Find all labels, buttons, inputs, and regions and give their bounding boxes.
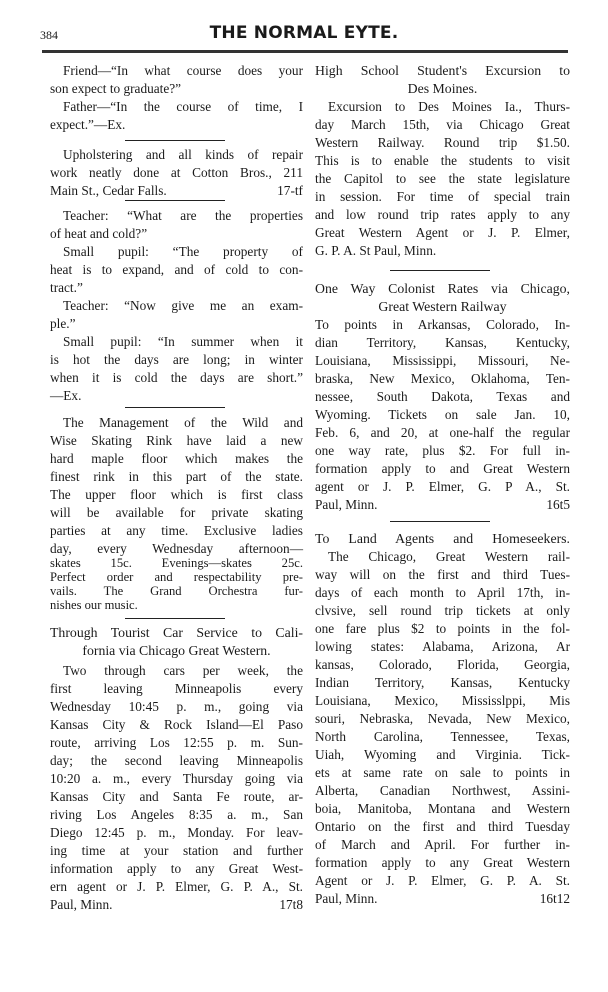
text-line: Excursion to Des Moines Ia., Thurs- [328, 99, 570, 114]
ad-code: 17-tf [277, 183, 303, 198]
section-divider [125, 618, 225, 619]
text-line: This is to enable the students to visit [315, 153, 570, 168]
text-line: riving Los Angeles 8:35 a. m., San [50, 807, 303, 822]
text-line: expect.”—Ex. [50, 117, 126, 132]
text-line: Western Railway. Round trip $1.50. [315, 135, 570, 150]
text-line: formation apply to any Great Western [315, 855, 570, 870]
text-line: of heat and cold?” [50, 226, 148, 241]
ad-code: 16t5 [546, 497, 570, 512]
text-line: Indian Territory, Kansas, Kentucky [315, 675, 570, 690]
ad-heading: Great Western Railway [378, 299, 507, 314]
text-line: dian Territory, Kansas, Kentucky, [315, 335, 570, 350]
ad-heading: fornia via Chicago Great Western. [82, 643, 271, 658]
text-line: To points in Arkansas, Colorado, In- [315, 317, 570, 332]
text-line: Small pupil: “In summer when it [63, 334, 303, 349]
text-line: clvsive, sell round trip tickets at only [315, 603, 570, 618]
text-line: ple.” [50, 316, 76, 331]
text-line: Kansas City & Rock Island—El Paso [50, 717, 303, 732]
text-line: parties at any time. Exclusive ladies [50, 523, 303, 538]
ad-heading: High School Student's Excursion to [315, 63, 570, 78]
text-line: nishes our music. [50, 598, 138, 612]
text-line: ing time at your station and further [50, 843, 303, 858]
text-line: way will on the first and third Tues- [315, 567, 570, 582]
text-line: Louisiana, Mississippi, Missouri, Ne- [315, 353, 570, 368]
text-line: the Capitol to see the state legislature [315, 171, 570, 186]
section-divider [390, 270, 490, 271]
masthead-title: THE NORMAL EYTE. [209, 23, 399, 43]
text-line: Wise Skating Rink have laid a new [50, 433, 303, 448]
ad-heading: To Land Agents and Homeseekers. [315, 531, 570, 546]
text-line: in session. For time of special train [315, 189, 570, 204]
text-line: one way rate, plus $2. For full in- [315, 443, 570, 458]
text-line: The Management of the Wild and [63, 415, 303, 430]
text-line: Louisiana, Mexico, Mississlppi, Mis [315, 693, 570, 708]
text-line: heat is to expand, and of cold to con- [50, 262, 303, 277]
text-line: son expect to graduate?” [50, 81, 182, 96]
text-line: Ontario on the first and third Tuesday [315, 819, 570, 834]
text-line: Wednesday 10:45 p. m., going via [50, 699, 303, 714]
ad-code: 17t8 [279, 897, 303, 912]
text-line: lowing states: Alabama, Arizona, Ar [315, 639, 570, 654]
text-line: Diego 12:45 p. m., Monday. For leav- [50, 825, 303, 840]
text-line: kansas, Colorado, Florida, Georgia, [315, 657, 570, 672]
text-line: souri, Nebraska, Nevada, New Mexico, [315, 711, 570, 726]
ad-heading: Through Tourist Car Service to Cali- [50, 625, 303, 640]
text-line: first leaving Minneapolis every [50, 681, 303, 696]
text-line: tract.” [50, 280, 83, 295]
section-divider [390, 521, 490, 522]
text-line [315, 890, 570, 908]
text-line: The upper floor which is first class [50, 487, 303, 502]
text-line: North Carolina, Tennessee, Texas, [315, 729, 570, 744]
text-line: Perfect order and respectability pre- [50, 570, 303, 584]
text-line: day; the second leaving Minneapolis [50, 753, 303, 768]
text-line: one fare plus $2 to points in the fol- [315, 621, 570, 636]
text-line: Friend—“In what course does your [63, 63, 303, 78]
text-line: Uiah, Wyoming and Virginia. Tick- [315, 747, 570, 762]
text-line: ern agent or J. P. Elmer, G. P. A., St. [50, 879, 303, 894]
header-rule [42, 50, 568, 53]
text-line: Teacher: “Now give me an exam- [63, 298, 303, 313]
text-line: Father—“In the course of time, I [63, 99, 303, 114]
text-span: Paul, Minn. [315, 891, 378, 906]
text-line: Kansas City and Santa Fe route, ar- [50, 789, 303, 804]
text-line: hard maple floor which makes the [50, 451, 303, 466]
text-line: Alberta, Canadian Northwest, Assini- [315, 783, 570, 798]
text-line [50, 182, 303, 200]
text-line: agent or J. P. Elmer, G. P A., St. [315, 479, 570, 494]
text-line: Wyoming. Tickets on sale Jan. 10, [315, 407, 570, 422]
text-line: skates 15c. Evenings—skates 25c. [50, 556, 303, 570]
text-line: G. P. A. St Paul, Minn. [315, 243, 437, 258]
text-line: work neatly done at Cotton Bros., 211 [50, 165, 303, 180]
text-line: Great Western Agent or J. P. Elmer, [315, 225, 570, 240]
text-line: finest rink in this part of the state. [50, 469, 303, 484]
text-line: Agent or J. P. Elmer, G. P. A. St. [315, 873, 570, 888]
text-span: Main St., Cedar Falls. [50, 183, 167, 198]
text-line: vails. The Grand Orchestra fur- [50, 584, 303, 598]
ad-heading: Des Moines. [407, 81, 478, 96]
text-line: The Chicago, Great Western rail- [328, 549, 570, 564]
text-line: Upholstering and all kinds of repair [63, 147, 303, 162]
text-line: day March 15th, via Chicago Great [315, 117, 570, 132]
text-line: information apply to any Great West- [50, 861, 303, 876]
text-line: formation apply to and Great Western [315, 461, 570, 476]
text-line: braska, New Mexico, Oklahoma, Ten- [315, 371, 570, 386]
text-line: —Ex. [50, 388, 82, 403]
text-line: boia, Manitoba, Montana and Western [315, 801, 570, 816]
text-span: Paul, Minn. [50, 897, 113, 912]
text-line: ets at same rate on sale to points in [315, 765, 570, 780]
text-line: is hot the days are long; in winter [50, 352, 303, 367]
text-line: Two through cars per week, the [63, 663, 303, 678]
text-line [315, 496, 570, 514]
section-divider [125, 407, 225, 408]
text-line: and low round trip rates apply to any [315, 207, 570, 222]
text-line: route, arriving Los 12:55 p. m. Sun- [50, 735, 303, 750]
ad-code: 16t12 [539, 891, 570, 906]
page-number: 384 [40, 28, 58, 42]
text-line: 10:20 a. m., every Thursday going via [50, 771, 303, 786]
text-line: nessee, South Dakota, Texas and [315, 389, 570, 404]
ad-heading: One Way Colonist Rates via Chicago, [315, 281, 570, 296]
text-span: Paul, Minn. [315, 497, 378, 512]
text-line: Teacher: “What are the properties [63, 208, 303, 223]
text-line: will be available for private skating [50, 505, 303, 520]
text-line [50, 896, 303, 914]
text-line: Feb. 6, and 20, at one-half the regular [315, 425, 570, 440]
text-line: of March and April. For further in- [315, 837, 570, 852]
text-line: when it is cold the days are short.” [50, 370, 303, 385]
text-line: days of each month to April 17th, in- [315, 585, 570, 600]
text-line: day, every Wednesday afternoon— [50, 541, 303, 556]
section-divider [125, 200, 225, 201]
text-line: Small pupil: “The property of [63, 244, 303, 259]
section-divider [125, 140, 225, 141]
